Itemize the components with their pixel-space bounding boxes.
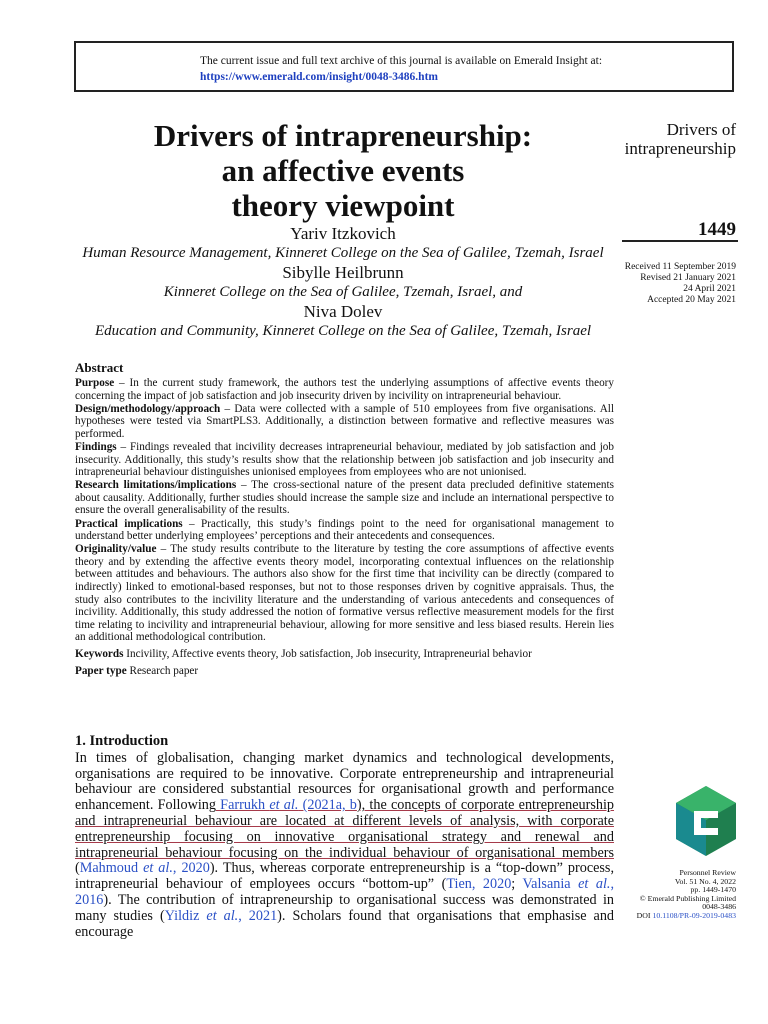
journal-url-link[interactable]: https://www.emerald.com/insight/0048-3486.htm [200, 71, 438, 83]
section-label: Purpose [75, 377, 115, 389]
journal-name: Personnel Review [679, 868, 736, 877]
abstract [75, 360, 614, 678]
notice-text: The current issue and full text archive of this journal is available on Emerald Insight at: [200, 55, 603, 67]
body-text: ( [75, 860, 80, 877]
citation-link[interactable]: Mahmoud et al., 2020 [79, 860, 210, 877]
journal-info [637, 869, 736, 921]
citation-link[interactable]: Tien, 2020 [446, 876, 512, 893]
running-head [625, 120, 736, 158]
section-text: – Findings revealed that incivility decreases intrapreneurial behaviour, mediated by job satisfaction and job insecurity. Additionally, this study’s results show that the relationship between job satisfaction and job insecurity and intrapreneurial behaviour distinguishes unionised employees from employees who are not unionised. [75, 440, 614, 479]
abstract-heading: Abstract [75, 360, 124, 375]
emerald-logo-icon [674, 784, 738, 858]
section-label: Findings [75, 440, 117, 453]
journal-access-notice [74, 41, 734, 92]
paper-type-label: Paper type [75, 664, 127, 677]
paper-type [75, 665, 614, 678]
intro-paragraph [75, 751, 614, 941]
author-name: Yariv Itzkovich [290, 224, 396, 243]
journal-issn: 0048-3486 [702, 902, 736, 912]
title-line-1: Drivers of intrapreneurship: [153, 118, 533, 153]
title-line-3: theory viewpoint [231, 188, 455, 223]
doi-label: DOI [636, 910, 653, 920]
keywords-label: Keywords [75, 647, 124, 660]
author-block [74, 224, 612, 341]
body-text: ; [511, 876, 523, 893]
citation-link[interactable]: Yildiz et al., 2021 [164, 907, 278, 924]
submission-dates [625, 262, 736, 306]
doi-link[interactable]: 10.1108/PR-09-2019-0483 [652, 910, 736, 920]
date-revised-1: Revised 21 January 2021 [640, 273, 736, 283]
section-label: Practical implications [75, 517, 183, 530]
date-received: Received 11 September 2019 [624, 262, 736, 272]
section-text: – The study results contribute to the literature by testing the core assumptions of affective events theory and by extending the affective events theory model, incorporating contextual influences on the relationship between attitudes and behaviours. The authors also show for the first time that incivility can be directly (compared to indirectly) linked to emotional-based responses, but not to those responses driven by cognitive appraisals. Thus, the study also contributes to the incivility literature and the understanding of various antecedents and consequences of incivility. Additionally, this study addressed the notion of formative versus reflective measurement models for the first time relating to incivility and intrapreneurial behaviour, allowing for more sensitive and less biased results. Herein lies an additional methodological contribution. [75, 543, 614, 644]
abstract-originality [75, 543, 614, 644]
journal-doi [637, 912, 736, 921]
introduction-section [75, 734, 614, 940]
body-text: In times of globalisation, changing market dynamics and technological developments, organisations are required to be innovative. Corporate entrepreneurship and intrapreneurial behaviour are considered substantial resources for organisational growth and performance enhancement. Following [75, 749, 614, 814]
abstract-findings [75, 441, 614, 479]
abstract-limitations [75, 479, 614, 517]
author-name: Niva Dolev [303, 302, 383, 321]
section-text: – The cross-sectional nature of the present data precluded definitive statements about causality. Additionally, further studies should increase the sample size and include an international perspective to ensure the overall generalisability of the results. [75, 479, 614, 517]
section-label: Originality/value [75, 543, 157, 556]
title-line-2: an affective events [221, 153, 465, 188]
keywords-text: Incivility, Affective events theory, Job satisfaction, Job insecurity, Intrapreneurial behavior [123, 647, 532, 660]
running-head-line-1: Drivers of [666, 120, 736, 139]
citation-link[interactable]: Valsania et al., 2016 [75, 876, 615, 908]
date-accepted: Accepted 20 May 2021 [647, 295, 736, 305]
abstract-practical [75, 518, 614, 543]
journal-volume: Vol. 51 No. 4, 2022 [674, 876, 736, 886]
abstract-purpose [75, 377, 614, 402]
section-text: – Data were collected with a sample of 510 employees from five organisations. All hypotheses were tested via SmartPLS3. Additionally, a distinction between formative and reflective measures was performed. [75, 402, 614, 440]
section-heading: 1. Introduction [75, 733, 169, 749]
author-name: Sibylle Heilbrunn [282, 263, 404, 282]
section-label: Design/methodology/approach [75, 402, 221, 415]
page-number: 1449 [698, 219, 736, 240]
body-text: ). Scholars found that organisations that emphasise and encourage [75, 907, 615, 940]
section-text: – In the current study framework, the authors test the underlying assumptions of affective events theory concerning the impact of job satisfaction and job insecurity driven by incivility on intrapreneurial behaviour. [75, 377, 614, 402]
body-text: ). The contribution of intrapreneurship to organisational success was demonstrated in many studies ( [75, 891, 614, 924]
highlighted-text: ), the concepts of corporate entrepreneurship and intrapreneurial behaviour are located at different levels of analysis, with corporate entrepreneurship focusing on innovative organisational strategy and renewal and intrapreneurial behaviour focusing on the individual behaviour of organisational members [75, 797, 615, 861]
citation-link[interactable]: Farrukh et al. (2021a, b [215, 797, 357, 814]
date-revised-2: 24 April 2021 [683, 284, 736, 294]
paper-type-text: Research paper [126, 664, 199, 677]
author-affiliation: Human Resource Management, Kinneret College on the Sea of Galilee, Tzemah, Israel [82, 245, 604, 261]
running-head-line-2: intrapreneurship [624, 139, 736, 158]
abstract-design [75, 403, 614, 441]
body-text: ). Thus, whereas corporate entrepreneurship is a “top-down” process, intrapreneurial behaviour of employees occurs “bottom-up” ( [75, 860, 614, 893]
article-title [74, 118, 612, 223]
journal-copyright: © Emerald Publishing Limited [639, 893, 736, 903]
margin-divider [622, 240, 738, 242]
section-text: – Practically, this study’s findings point to the need for organisational management to understand better underlying employees’ perceptions and their antecedents and consequences. [75, 517, 614, 543]
keywords [75, 648, 614, 661]
author-affiliation: Kinneret College on the Sea of Galilee, Tzemah, Israel, and [163, 284, 523, 300]
section-label: Research limitations/implications [75, 479, 237, 492]
author-affiliation: Education and Community, Kinneret College on the Sea of Galilee, Tzemah, Israel [94, 323, 592, 339]
journal-pages: pp. 1449-1470 [690, 885, 736, 895]
